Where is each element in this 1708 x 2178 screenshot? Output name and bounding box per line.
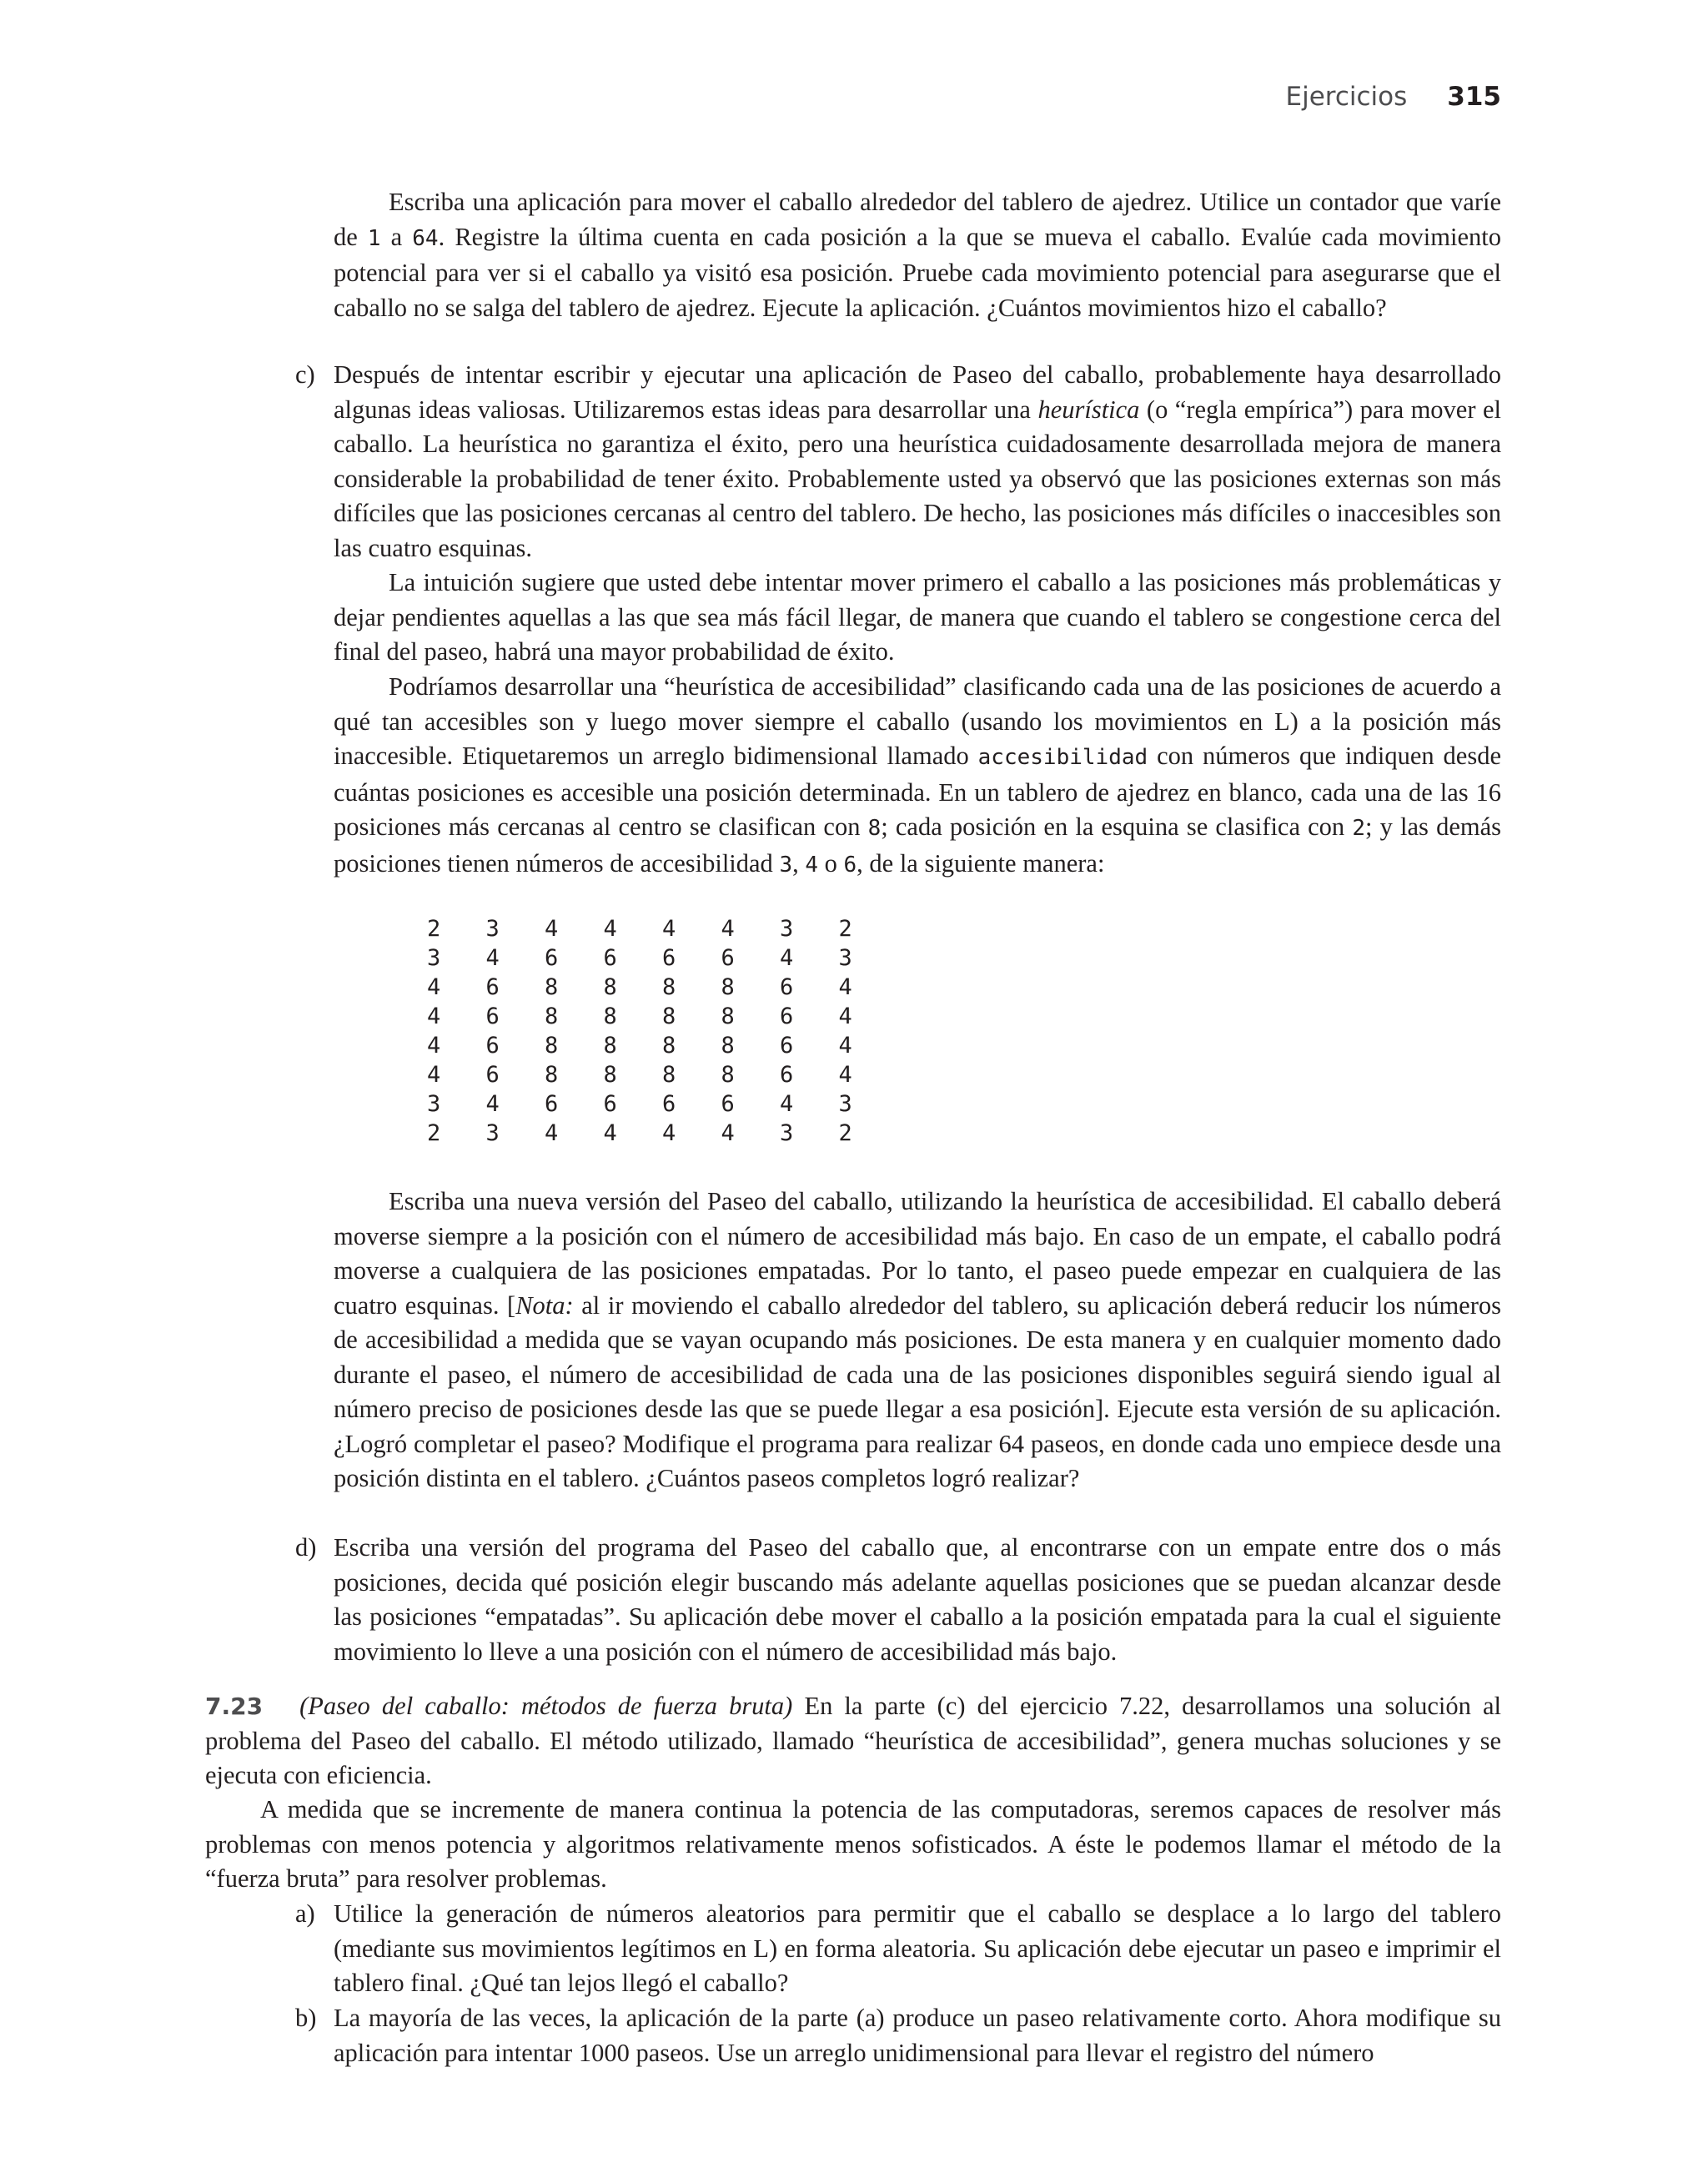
- text-run: con números que indiquen desde cuántas posiciones es accesible una posición determinada. En un tablero de ajedrez en blanco, cada una de las 16 posiciones más cercanas al centro se clasifican con: [334, 742, 1501, 841]
- matrix-cell: 8: [603, 1003, 617, 1029]
- matrix-cell: 2: [838, 916, 852, 942]
- matrix-cell: 3: [838, 1091, 852, 1117]
- item-marker: d): [295, 1533, 317, 1562]
- matrix-cell: 3: [780, 1120, 794, 1146]
- accessibility-matrix: [427, 914, 897, 1148]
- matrix-cell: 2: [427, 916, 441, 942]
- matrix-cell: 4: [427, 1003, 441, 1029]
- matrix-row: [427, 1060, 897, 1089]
- matrix-cell: 8: [662, 1003, 676, 1029]
- matrix-row: [427, 1089, 897, 1119]
- matrix-cell: 8: [721, 974, 735, 1000]
- matrix-cell: 3: [838, 945, 852, 971]
- text-run: . Registre la última cuenta en cada posición a la que se mueva el caballo. Evalúe cada movimiento potencial para ver si el caballo ya visitó esa posición. Pruebe cada movimiento potencial para asegurarse que el caballo no se salga del tablero de ajedrez. Ejecute la aplicación. ¿Cuántos movimientos hizo el caballo?: [334, 222, 1501, 322]
- list-item-d: [295, 1531, 1501, 1669]
- matrix-cell: 2: [427, 1120, 441, 1146]
- matrix-cell: 6: [662, 945, 676, 971]
- emphasis: Nota:: [515, 1290, 574, 1320]
- matrix-cell: 4: [780, 1091, 794, 1117]
- matrix-cell: 4: [427, 974, 441, 1000]
- running-head: [1286, 82, 1502, 112]
- exercise-title: (Paseo del caballo: métodos de fuerza bruta): [299, 1692, 793, 1720]
- matrix-cell: 8: [662, 974, 676, 1000]
- page-number: 315: [1447, 82, 1501, 112]
- matrix-cell: 4: [838, 1003, 852, 1029]
- matrix-row: [427, 973, 897, 1002]
- matrix-cell: 3: [485, 1120, 500, 1146]
- matrix-cell: 4: [662, 916, 676, 942]
- matrix-cell: 6: [485, 1003, 500, 1029]
- matrix-cell: 8: [545, 1062, 559, 1088]
- text-run: o: [818, 848, 844, 878]
- text-run: Después de intentar escribir y ejecutar una aplicación de Paseo del caballo, probablemente haya desarrollado algunas ideas valiosas. Utilizaremos estas ideas para desarrollar una: [334, 360, 1501, 424]
- code-literal: 6: [843, 852, 857, 878]
- matrix-cell: 6: [485, 1062, 500, 1088]
- matrix-cell: 8: [721, 1062, 735, 1088]
- item-marker: c): [295, 360, 315, 389]
- matrix-cell: 4: [545, 916, 559, 942]
- exercise-7-23: [205, 1689, 1501, 1793]
- exercise-number: 7.23: [205, 1693, 264, 1720]
- code-literal: 4: [805, 852, 818, 878]
- matrix-cell: 8: [662, 1033, 676, 1059]
- matrix-cell: 4: [427, 1033, 441, 1059]
- matrix-cell: 4: [838, 1033, 852, 1059]
- matrix-cell: 6: [545, 1091, 559, 1117]
- item-a-text: Utilice la generación de números aleatorios para permitir que el caballo se desplace a lo largo del tablero (mediante sus movimientos legítimos en L) en forma aleatoria. Su aplicación debe ejecutar un paseo e imprimir el tablero final. ¿Qué tan lejos llegó el caballo?: [334, 1899, 1501, 1997]
- text-run: ,: [792, 848, 806, 878]
- matrix-row: [427, 914, 897, 943]
- matrix-cell: 4: [485, 945, 500, 971]
- list-item-b: [295, 2001, 1501, 2070]
- paragraph-new-version: [334, 1185, 1501, 1496]
- matrix-cell: 8: [545, 1003, 559, 1029]
- matrix-cell: 8: [721, 1033, 735, 1059]
- matrix-cell: 6: [780, 974, 794, 1000]
- matrix-cell: 4: [545, 1120, 559, 1146]
- matrix-row: [427, 943, 897, 973]
- code-literal: 3: [779, 852, 793, 878]
- matrix-row: [427, 1119, 897, 1148]
- text-run: al ir moviendo el caballo alrededor del tablero, su aplicación deberá reducir los números de accesibilidad a medida que se vayan ocupando más posiciones. De esta manera y en cualquier momento dado durante el paseo, el número de accesibilidad de cada una de las posiciones disponibles seguirá siendo igual al número preciso de posiciones desde las que se puede llegar a esa posición]. Ejecute esta versión de su aplicación. ¿Logró completar el paseo? Modifique el programa para realizar 64 paseos, en donde cada uno empiece desde una posición distinta en el tablero. ¿Cuántos paseos completos logró realizar?: [334, 1290, 1501, 1492]
- matrix-cell: 4: [662, 1120, 676, 1146]
- matrix-cell: 4: [603, 1120, 617, 1146]
- matrix-cell: 4: [838, 1062, 852, 1088]
- matrix-cell: 4: [427, 1062, 441, 1088]
- matrix-cell: 4: [780, 945, 794, 971]
- matrix-cell: 8: [545, 1033, 559, 1059]
- text-run: ; cada posición en la esquina se clasifica con: [881, 812, 1353, 841]
- text-run: Podríamos desarrollar una “heurística de accesibilidad” clasificando cada una de las posiciones de acuerdo a qué tan accesibles son y luego mover siempre el caballo (usando los movimientos en L) a la posición más inaccesible. Etiquetaremos un arreglo bidimensional llamado: [334, 672, 1501, 770]
- code-literal: 2: [1352, 816, 1365, 841]
- matrix-cell: 4: [721, 1120, 735, 1146]
- paragraph-intuition: La intuición sugiere que usted debe intentar mover primero el caballo a las posiciones más problemáticas y dejar pendientes aquellas a las que sea más fácil llegar, de manera que cuando el tablero se congestione cerca del final del paseo, habrá una mayor probabilidad de éxito.: [334, 568, 1501, 666]
- code-literal: 8: [867, 816, 882, 841]
- matrix-cell: 8: [603, 1033, 617, 1059]
- matrix-cell: 4: [485, 1091, 500, 1117]
- matrix-cell: 3: [427, 1091, 441, 1117]
- matrix-cell: 6: [603, 1091, 617, 1117]
- matrix-row: [427, 1031, 897, 1060]
- matrix-cell: 6: [721, 945, 735, 971]
- matrix-row: [427, 1002, 897, 1031]
- item-d-text: Escriba una versión del programa del Paseo del caballo que, al encontrarse con un empate entre dos o más posiciones, decida qué posición elegir buscando más adelante aquellas posiciones que se puedan alcanzar desde las posiciones “empatadas”. Su aplicación debe mover el caballo a la posición empatada para la cual el siguiente movimiento lo lleve a una posición con el número de accesibilidad más bajo.: [334, 1533, 1501, 1666]
- matrix-cell: 6: [780, 1003, 794, 1029]
- matrix-cell: 6: [603, 945, 617, 971]
- text-run: , de la siguiente manera:: [857, 848, 1105, 878]
- matrix-cell: 8: [603, 1062, 617, 1088]
- text-run: a: [380, 222, 413, 251]
- matrix-cell: 4: [721, 916, 735, 942]
- list-item-a: [295, 1897, 1501, 2001]
- matrix-cell: 8: [662, 1062, 676, 1088]
- matrix-cell: 8: [721, 1003, 735, 1029]
- item-c-text: [334, 358, 1501, 566]
- matrix-cell: 2: [838, 1120, 852, 1146]
- code-literal: 64: [412, 225, 439, 251]
- matrix-cell: 6: [545, 945, 559, 971]
- matrix-cell: 6: [780, 1062, 794, 1088]
- matrix-cell: 3: [485, 916, 500, 942]
- text-run: En la parte (c) del ejercicio 7.22, desarrollamos una solución al problema del Paseo del caballo. El método utilizado, llamado “heurística de accesibilidad”, genera muchas soluciones y se ejecuta con eficiencia.: [205, 1692, 1501, 1789]
- code-literal: accesibilidad: [977, 745, 1148, 770]
- code-literal: 1: [367, 225, 381, 251]
- matrix-cell: 6: [485, 1033, 500, 1059]
- emphasis: heurística: [1037, 395, 1140, 424]
- matrix-cell: 6: [662, 1091, 676, 1117]
- text-run: Escriba una aplicación para mover el caballo alrededor del tablero de ajedrez. Utilice un contador que varíe de: [334, 188, 1501, 251]
- matrix-cell: 8: [545, 974, 559, 1000]
- list-item-c: [295, 358, 1501, 566]
- matrix-cell: 6: [780, 1033, 794, 1059]
- matrix-cell: 6: [485, 974, 500, 1000]
- paragraph-brute-force: A medida que se incremente de manera continua la potencia de las computadoras, seremos capaces de resolver más problemas con menos potencia y algoritmos relativamente menos sofisticados. A éste le podemos llamar el método de la “fuerza bruta” para resolver problemas.: [205, 1795, 1501, 1893]
- matrix-cell: 6: [721, 1091, 735, 1117]
- paragraph-accessibility: [334, 670, 1501, 883]
- matrix-cell: 4: [838, 974, 852, 1000]
- section-title: Ejercicios: [1285, 82, 1408, 112]
- paragraph-b-continuation: [334, 185, 1501, 325]
- text-run: ; y las demás posiciones tienen números de accesibilidad: [334, 812, 1501, 878]
- matrix-cell: 4: [603, 916, 617, 942]
- item-b-text: La mayoría de las veces, la aplicación de la parte (a) produce un paseo relativamente corto. Ahora modifique su aplicación para intentar 1000 paseos. Use un arreglo unidimensional para llevar el registro del número: [334, 2004, 1501, 2067]
- item-marker: b): [295, 2004, 317, 2032]
- item-marker: a): [295, 1899, 315, 1928]
- matrix-cell: 3: [780, 916, 794, 942]
- matrix-cell: 3: [427, 945, 441, 971]
- text-run: (o “regla empírica”) para mover el caballo. La heurística no garantiza el éxito, pero una heurística cuidadosamente desarrollada mejora de manera considerable la probabilidad de tener éxito. Probablemente usted ya observó que las posiciones externas son más difíciles que las posiciones cercanas al centro del tablero. De hecho, las posiciones más difíciles o inaccesibles son las cuatro esquinas.: [334, 395, 1501, 562]
- text-run: Escriba una nueva versión del Paseo del caballo, utilizando la heurística de accesibilidad. El caballo deberá moverse siempre a la posición con el número de accesibilidad más bajo. En caso de un empate, el caballo podrá moverse a cualquiera de las posiciones empatadas. Por lo tanto, el paseo puede empezar en cualquiera de las cuatro esquinas. [: [334, 1187, 1501, 1320]
- matrix-cell: 8: [603, 974, 617, 1000]
